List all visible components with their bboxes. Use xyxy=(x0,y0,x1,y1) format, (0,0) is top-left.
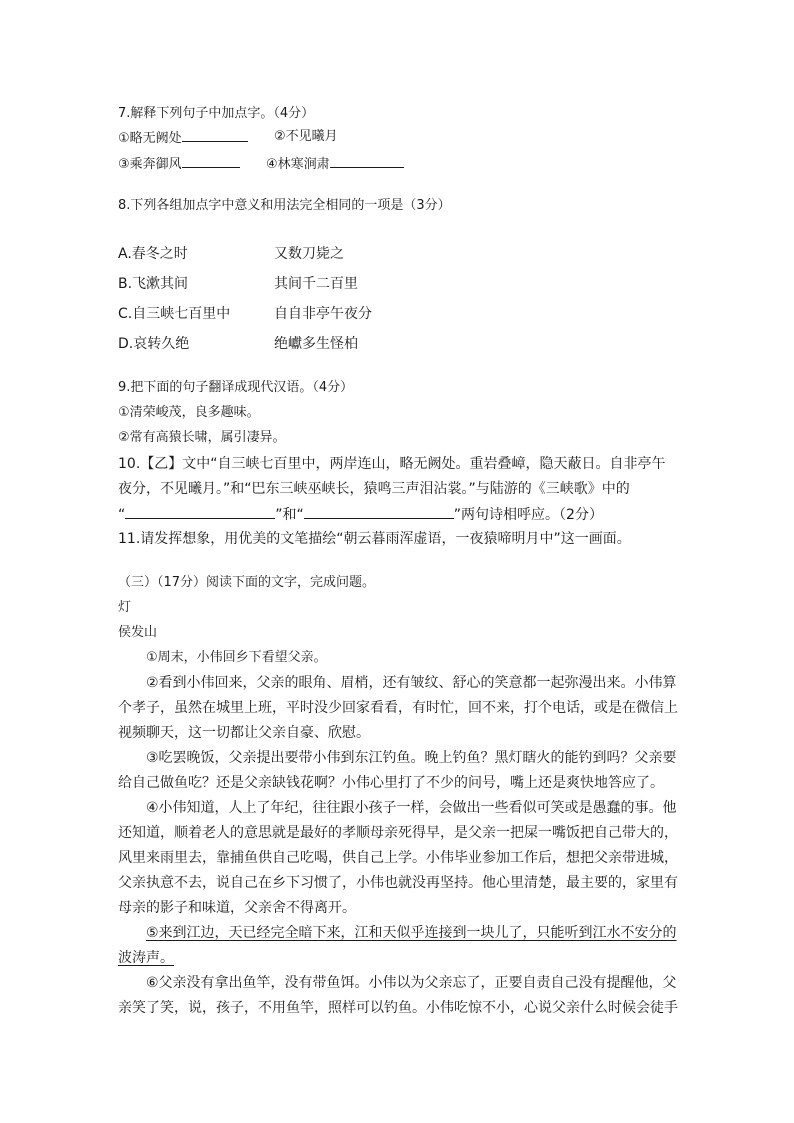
q10-quote-end: ”两句诗相呼应。（2分） xyxy=(453,507,603,523)
passage-p4-line-2: 还知道，顺着老人的意思就是最好的孝顺母亲死得早，是父亲一把屎一嘴饭把自己带大的， xyxy=(118,825,678,841)
q8-option-b-left: 飞漱其间 xyxy=(132,276,189,292)
q8-option-d-left: 哀转久绝 xyxy=(133,336,190,352)
q7-row-2 xyxy=(118,153,240,175)
q7-item-1: ①略无阙处 xyxy=(118,131,182,146)
q10-answer-blank-2[interactable] xyxy=(304,504,454,519)
q10-line-1: 10.【乙】文中“自三峡七百里中，两岸连山，略无阙处。重岩叠嶂，隐天蔽日。自非亭午 xyxy=(118,456,666,472)
q8-option-d-right: 绝巘多生怪柏 xyxy=(274,336,358,352)
passage-p5-line-2: 波涛声。 xyxy=(118,950,174,966)
q8-option-d xyxy=(118,334,189,354)
q8-option-a-label: A. xyxy=(118,246,132,262)
q10-line-2: 夜分，不见曦月。”和“巴东三峡巫峡长，猿鸣三声泪沾裳。”与陆游的《三峡歌》中的 xyxy=(118,481,630,497)
q8-option-c xyxy=(118,304,230,324)
q8-option-c-right: 自自非亭午夜分 xyxy=(274,306,372,322)
q10-answer-blank-1[interactable] xyxy=(125,504,275,519)
q7-answer-blank-1[interactable] xyxy=(182,127,248,142)
passage-author: 侯发山 xyxy=(118,625,158,640)
q9-item-1: ①清荣峻茂，良多趣味。 xyxy=(118,405,260,420)
q7-row-2-right xyxy=(266,153,404,175)
section3-header: （三）（17分）阅读下面的文字，完成问题。 xyxy=(118,575,376,590)
passage-p2-line-1: ②看到小伟回来，父亲的眼角、眉梢，还有皱纹、舒心的笑意都一起弥漫出来。小伟算 xyxy=(146,675,677,691)
q10-quote-open: “ xyxy=(118,507,126,523)
q8-option-b xyxy=(118,274,188,294)
q10-line-3 xyxy=(118,504,603,525)
q10-quote-mid: ”和“ xyxy=(275,507,304,523)
q8-option-c-label: C. xyxy=(118,306,133,322)
q8-option-a xyxy=(118,244,188,264)
passage-title: 灯 xyxy=(118,600,132,615)
passage-p3-line-1: ③吃罢晚饭，父亲提出要带小伟到东江钓鱼。晚上钓鱼？黑灯瞎火的能钓到吗？父亲要 xyxy=(146,750,677,766)
q8-title: 8.下列各组加点字中意义和用法完全相同的一项是（3分） xyxy=(118,198,451,213)
passage-p4-line-5: 母亲的影子和味道，父亲舍不得离开。 xyxy=(118,900,356,916)
passage-p4-line-1: ④小伟知道，人上了年纪，往往跟小孩子一样，会做出一些看似可笑或是愚蠢的事。他 xyxy=(146,800,677,816)
q8-option-c-left: 自三峡七百里中 xyxy=(132,306,231,322)
q7-answer-blank-3[interactable] xyxy=(182,153,240,168)
passage-p3-line-2: 给自己做鱼吃？还是父亲缺钱花啊？小伟心里打了不少的问号，嘴上还是爽快地答应了。 xyxy=(118,775,664,791)
q8-option-b-right: 其间千二百里 xyxy=(274,276,358,292)
q9-item-2: ②常有高猿长啸，属引凄异。 xyxy=(118,430,286,445)
q8-option-d-label: D. xyxy=(118,336,134,352)
passage-p4-line-3: 风里来雨里去，靠捕鱼供自己吃喝，供自己上学。小伟毕业参加工作后，想把父亲带进城， xyxy=(118,850,678,866)
passage-p2-line-2: 个孝子，虽然在城里上班，平时没少回家看看，有时忙，回不来，打个电话，或是在微信上 xyxy=(118,700,678,716)
q7-item-2: ②不见曦月 xyxy=(274,129,338,144)
q7-item-4: ④林寒涧肃 xyxy=(266,157,330,172)
passage-p4-line-4: 父亲执意不去，说自己在乡下习惯了，小伟也就没再坚持。他心里清楚，最主要的，家里有 xyxy=(118,875,678,891)
q7-row-1 xyxy=(118,127,248,149)
passage-p2-line-3: 视频聊天，这一切都让父亲自豪、欣慰。 xyxy=(118,725,370,741)
q7-item-3: ③乘奔御风 xyxy=(118,157,182,172)
passage-p6-line-1: ⑥父亲没有拿出鱼竿，没有带鱼饵。小伟以为父亲忘了，正要自责自己没有提醒他，父 xyxy=(146,975,677,991)
q8-option-a-left: 春冬之时 xyxy=(131,246,188,262)
q9-title: 9.把下面的句子翻译成现代汉语。（4分） xyxy=(118,380,354,395)
q8-option-a-right: 又数刀毙之 xyxy=(274,246,344,262)
passage-paragraph-1: ①周末，小伟回乡下看望父亲。 xyxy=(146,650,327,665)
passage-p5-line-1: ⑤来到江边，天已经完全暗下来，江和天似乎连接到一块儿了，只能听到江水不安分的 xyxy=(146,925,677,941)
q7-answer-blank-4[interactable] xyxy=(330,153,404,168)
q7-title: 7.解释下列句子中加点字。（4分） xyxy=(118,106,315,121)
q11-text: 11.请发挥想象，用优美的文笔描绘“朝云暮雨浑虚语，一夜猿啼明月中”这一画面。 xyxy=(118,531,631,547)
passage-p6-line-2: 亲笑了笑，说，孩子，不用鱼竿，照样可以钓鱼。小伟吃惊不小，心说父亲什么时候会徒手 xyxy=(118,1000,678,1016)
q8-option-b-label: B. xyxy=(118,276,133,292)
